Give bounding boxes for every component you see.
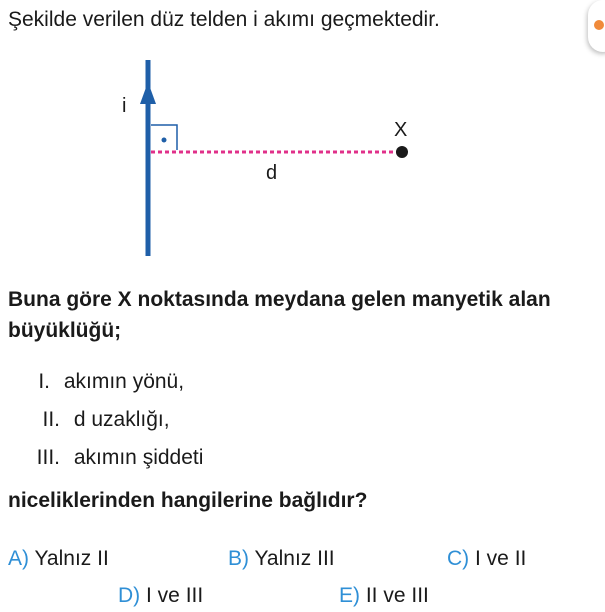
option-b-letter: B)	[228, 547, 249, 570]
option-c-letter: C)	[447, 547, 470, 570]
option-e-text: II ve III	[365, 584, 429, 607]
option-b-text: Yalnız III	[254, 547, 335, 570]
option-e[interactable]	[339, 584, 429, 608]
option-a[interactable]	[8, 547, 109, 571]
option-d[interactable]	[118, 584, 203, 608]
statement-3-text: akımın şiddeti	[73, 446, 204, 469]
statement-1-num: I.	[38, 370, 50, 393]
option-d-text: I ve III	[146, 584, 204, 607]
current-label: i	[122, 95, 127, 117]
option-b[interactable]	[228, 547, 335, 571]
option-e-letter: E)	[339, 584, 360, 607]
question-stem: Buna göre X noktasında meydana gelen manyetik alan büyüklüğü;	[8, 288, 551, 342]
question-tail: niceliklerinden hangilerine bağlıdır?	[8, 489, 368, 512]
statement-1-text: akımın yönü,	[63, 370, 185, 393]
statement-2-num: II.	[42, 408, 60, 431]
statement-3	[8, 446, 203, 470]
wire-diagram	[0, 0, 605, 270]
question-intro: Şekilde verilen düz telden i akımı geçmektedir.	[8, 8, 440, 31]
statement-1	[8, 370, 184, 394]
point-label: X	[394, 119, 408, 141]
current-arrow-icon	[140, 82, 156, 104]
right-angle-dot	[162, 138, 167, 143]
statement-2-text: d uzaklığı,	[73, 408, 170, 431]
option-d-letter: D)	[118, 584, 141, 607]
option-a-letter: A)	[8, 547, 29, 570]
point-x	[396, 146, 408, 158]
option-c[interactable]	[447, 547, 526, 571]
distance-label: d	[266, 162, 278, 184]
option-a-text: Yalnız II	[34, 547, 109, 570]
statement-2	[8, 408, 170, 432]
option-c-text: I ve II	[475, 547, 527, 570]
wire-figure	[0, 0, 605, 270]
statement-3-num: III.	[36, 446, 60, 469]
